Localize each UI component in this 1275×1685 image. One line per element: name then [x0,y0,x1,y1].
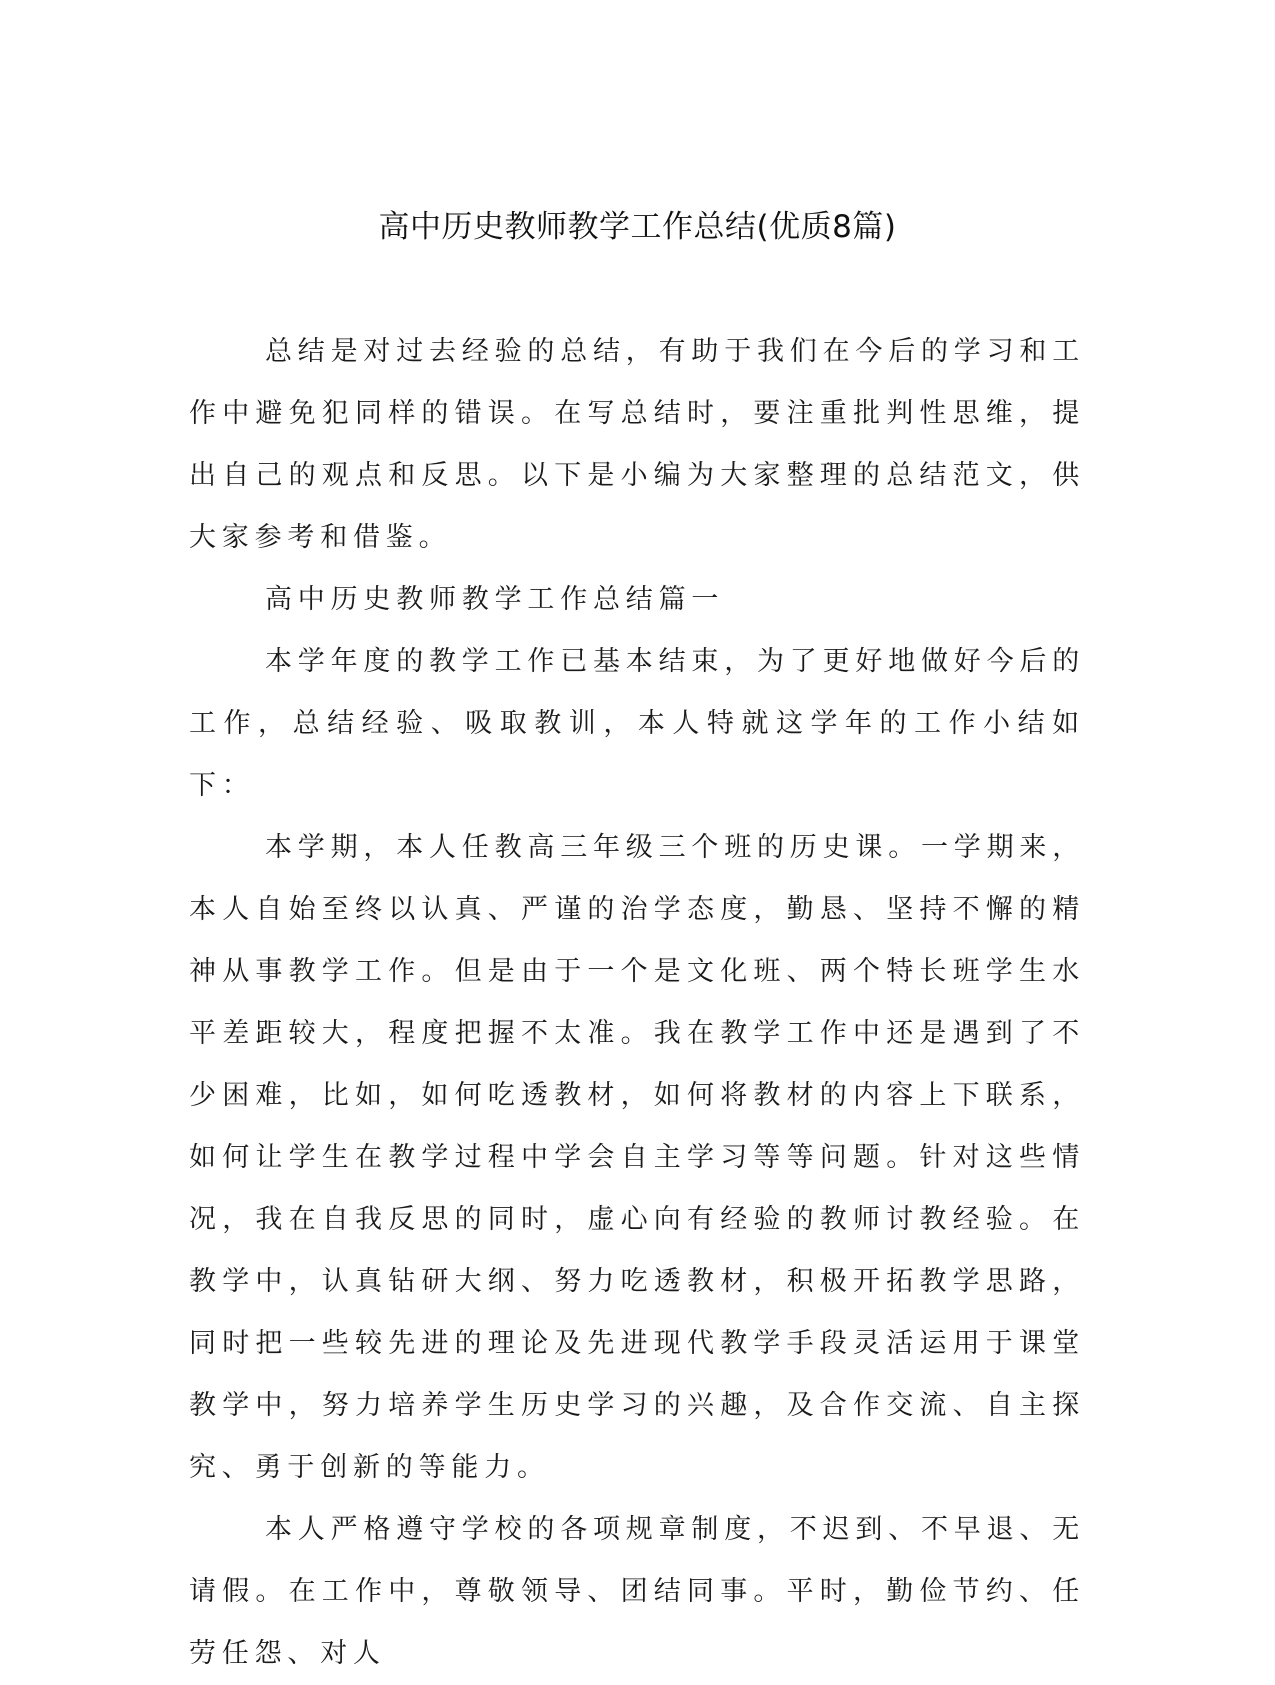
body-paragraph: 本学期，本人任教高三年级三个班的历史课。一学期来，本人自始至终以认真、严谨的治学态度，勤恳、坚持不懈的精神从事教学工作。但是由于一个是文化班、两个特长班学生水平差距较大，程度把握不太准。我在教学工作中还是遇到了不少困难，比如，如何吃透教材，如何将教材的内容上下联系，如何让学生在教学过程中学会自主学习等等问题。针对这些情况，我在自我反思的同时，虚心向有经验的教师讨教经验。在教学中，认真钻研大纲、努力吃透教材，积极开拓教学思路，同时把一些较先进的理论及先进现代教学手段灵活运用于课堂教学中，努力培养学生历史学习的兴趣，及合作交流、自主探究、勇于创新的等能力。 [189,832,1085,1483]
section-heading: 高中历史教师教学工作总结篇一 [265,584,725,615]
document-body [189,321,1085,1685]
document-title: 高中历史教师教学工作总结(优质8篇) [378,209,897,245]
body-paragraph: 本人严格遵守学校的各项规章制度，不迟到、不早退、无请假。在工作中，尊敬领导、团结同事。平时，勤俭节约、任劳任怨、对人 [189,1514,1085,1669]
intro-paragraph: 总结是对过去经验的总结，有助于我们在今后的学习和工作中避免犯同样的错误。在写总结时，要注重批判性思维，提出自己的观点和反思。以下是小编为大家整理的总结范文，供大家参考和借鉴。 [189,336,1085,553]
body-paragraph: 本学年度的教学工作已基本结束，为了更好地做好今后的工作，总结经验、吸取教训，本人特就这学年的工作小结如下： [189,646,1085,801]
